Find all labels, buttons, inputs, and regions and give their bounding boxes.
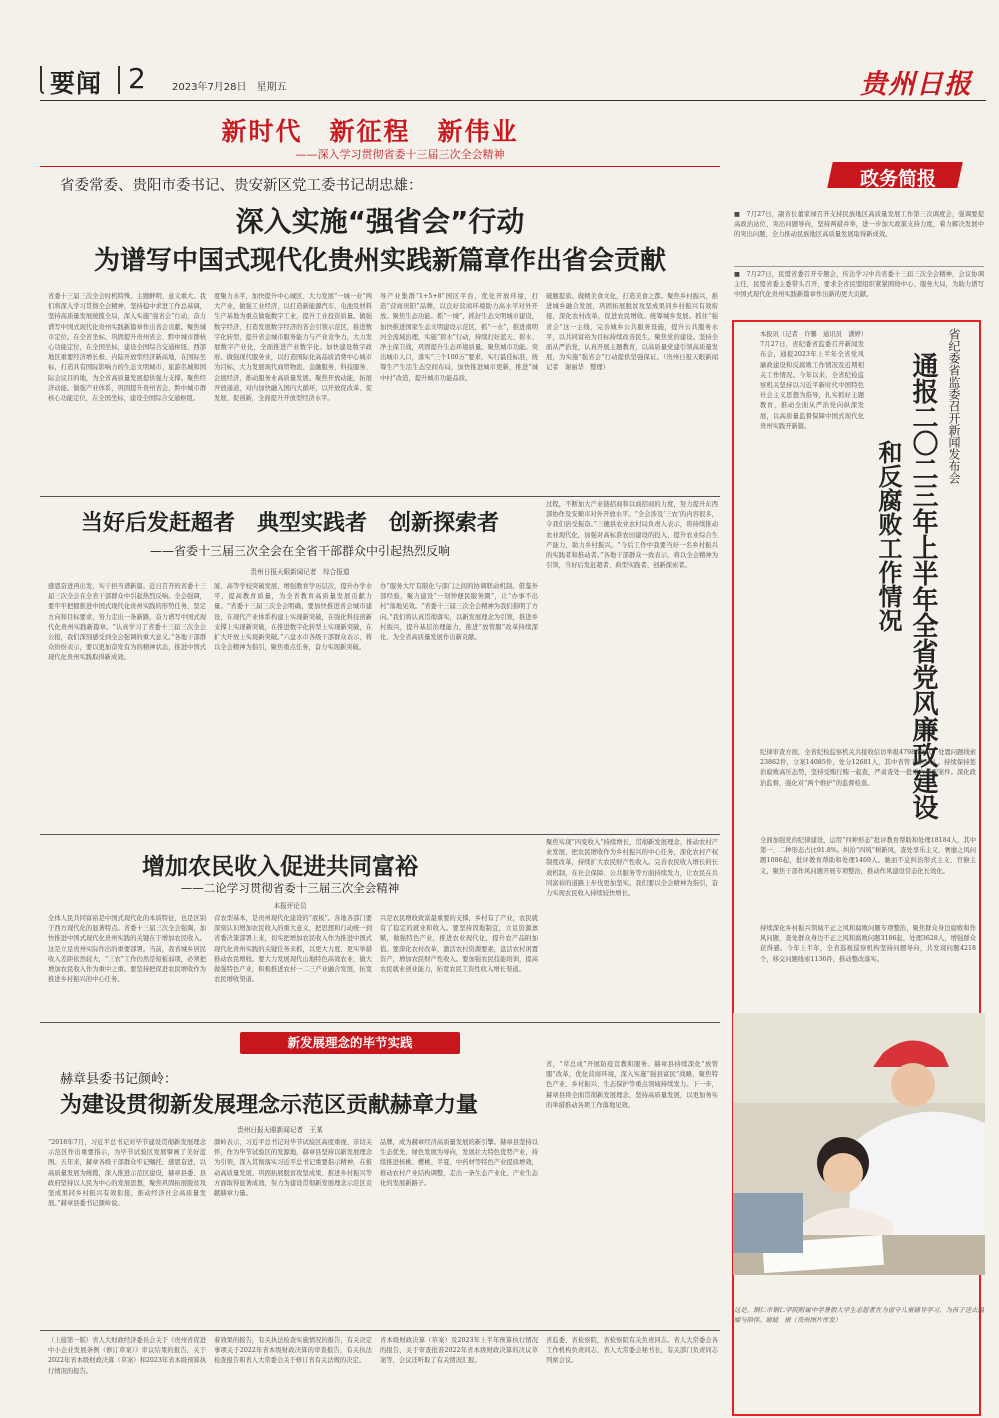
banner-subtitle: ——深入学习贯彻省委十三届三次全会精神 [295,148,505,161]
practice-col3: 品牌，成为赫章经济高质量发展的新引擎。赫章县坚持以生态优先、绿色发展为导向，发展壮大特色优势产业，持续推进核桃、樱桃、半夏、中药材等特色产业提质增效，推动农村产业结构调整，走出一条生态产业化、产业生态化的发展新路子。 [380,1139,538,1187]
article3-bottom-rule [40,1022,720,1023]
photo-caption: 这是，铜仁市铜仁学院附属中学暑假大学生志愿者在为留守儿童辅导学习，为孩子送去温暖与陪伴。谢婧 摄（贵州图片库发） [734,1307,984,1325]
article2-col3: 办”服务大厅有限化与部门之间的协调联动机制。借鉴外部经验，聚力建设“一刻钟便民服务圈”，让“办事不出村”落地见效。“省委十三届三次全会精神为我们指明了方向。”我们将认真贯彻落实，以新发展理念为引领，推进乡村振兴，提升基层治理能力，推进“放管服”改革持续深化，为全省高质量发展作出新贡献。 [380,583,538,642]
photo-illustration [733,1013,985,1275]
brief-item-1: ■ 7月27日，副省长董家禄召开支持民族地区高质量发展工作第三次调度会，强调要提高政治站位、突出问题导向，坚持两措并举，进一步加大政策支持力度，着力解决发展中的突出问题，全力推动民族地区高质量发展取得新成效。 [734,211,984,239]
brief-title: 政务简报 [859,168,936,190]
article1-title-line1: 深入实施“强省会”行动 [235,205,525,238]
report-body-2: 全面加强党的纪律建设，运用“四种形态”批评教育帮助和处理18184人，其中第一、二种形态占比91.8%。纠治“四风”树新风，查处享乐主义、奢靡之风问题1086起，批评教育帮助和处理1469人。驰而不息纠治形式主义、官僚主义，聚焦干部作风问题开展专项整治，推动作风建设常态化长效化。 [760,837,976,875]
banner-title: 新时代 新征程 新伟业 [221,117,519,146]
article2-title: 当好后发赶超者 典型实践者 创新探索者 [80,511,499,536]
paper-logo: 贵州日报 [860,69,972,100]
article3-byline: 本报评论员 [273,902,307,910]
practice-section-label: 新发展理念的毕节实践 [240,1032,460,1054]
report-title-2: 和反腐败工作情况 [874,440,902,632]
report-body-1: 纪律审查方面，全省纪检监察机关共接收信访举报47986件次，处置问题线索23862件，立案14085件，处分12681人，其中省管干部53人。持续保持惩治腐败高压态势，坚持受贿行贿一起查，严肃查处一批重大典型案件。深化政治监督，强化对“两个维护”的监督检查。 [760,749,976,787]
news-photo [733,1013,985,1275]
article2-col1: 感恩奋进再出发，实干担当谱新篇。近日召开的省委十三届三次全会在全省干部群众中引起热烈反响。全会强调，要牢牢把握推进中国式现代化贵州实践的形势任务，坚定方向和目标要求，努力走出一条新路，奋力谱写中国式现代化贵州实践新篇章。“认真学习了省委十三届三次全会公报，我们深刻感受到全会强调的重大意义。”各地干部群众纷纷表示，要以更加奋发有为的精神状态，推进中国式现代化贵州实践取得新成效。 [48,583,206,662]
article1-col4: 破题提质。做精美食文化，打造美食之都。聚焦乡村振兴，推进城乡融合发展，巩固拓展脱贫攻坚成果同乡村振兴有效衔接，深化农村改革，促进农民增收。统筹城乡发展。抓住“强省会”这一主线，完善城乡公共服务设施，提升公共服务水平，以共同富裕为目标持续改善民生。聚焦党的建设。坚持全面从严治党，认真开展主题教育，以高质量党建引领高质量发展，为实施“强省会”行动提供坚强保证。（贵州日报天眼新闻记者 谢丽华 整理） [546,293,718,372]
report-body-3: 持续深化乡村振兴领域不正之风和腐败问题专项整治，聚焦群众身边腐败和作风问题，查处群众身边不正之风和腐败问题3186起，处理3628人，增强群众获得感。今年上半年，全省巡视巡察机构坚持问题导向，共发现问题4218个，移交问题线索1136件，推动整改落实。 [760,925,976,963]
article1-col1: 省委十三届三次全会时机特殊、主题鲜明、意义重大。我们将深入学习贯彻全会精神，坚持稳中求进工作总基调，坚持高质量发展统揽全局，深入实施“强省会”行动，奋力谱写中国式现代化贵州实践新篇章作出省会贡献。聚焦城市定位。在全省坐标、巩固提升贵州省会、黔中城市群核心功能定位，在全国坐标，建设全国综合交通枢纽、西部地区重要经济增长极、内陆开放型经济新高地，在国际坐标，打造具有国际影响力的生态文明城市、旅游名城和国际会议目的地，为全省高质量发展提供强力支撑。聚焦经济动能。做强产业体系，巩固提升贵州省会、黔中城市群核心功能定位，在全国坐标，建设全国综合交通枢纽。 [48,293,206,403]
report-kicker: 省纪委省监委召开新闻发布会 [947,328,961,484]
brief-divider [734,266,984,267]
masthead-rule [40,100,986,101]
article2-col2: 厦、高等学校突破发展、增强教育学历层次，提升办学水平，提高教育质量，为全省教育高质量发展贡献力量。“省委十三届三次全会明确，要加快推进省会城市建设，在现代产业体系构建上实现新突破，在强化科技创新支撑上实现新突破，在推进数字化转型上实现新突破，在扩大开放上实现新突破。”六盘水市各级干部群众表示，将以全会精神为指引，聚焦重点任务，奋力实现新突破。 [214,583,372,652]
article1-col2: 度聚力水平，加快提升中心城区、大力发展“一城一业”两大产业，做强工业经济，以打造新能源汽车、电池及材料生产基地为重点做强数字工业，提升工业投资质量。做强数字经济，打造发展数字经济的省会引领示范区，推进数字化转型，提升省会城市服务能力与产业竞争力，大力发展数字产业化，全面推进产业数字化。加快建设数字政府。做强现代服务业，以打造国际化高品质消费中心城市为目标，大力发展现代商贸物流、金融服务、科技服务、会展经济，推动服务业高质量发展。聚焦开放动能，拓展开放通道，对内加快融入国内大循环，以开放促改革、促发展、促创新，全面提升开放型经济水平。 [214,293,372,403]
section-name: 要闻 [50,69,103,98]
article1-overline: 省委常委、贵阳市委书记、贵安新区党工委书记胡忠雄： [60,178,423,194]
banner-rule [40,166,720,167]
article3-title: 增加农民收入促进共同富裕 [142,854,418,880]
section-bracket [40,66,44,94]
article1-bottom-rule [40,496,720,497]
practice-title: 为建设贯彻新发展理念示范区贡献赫章力量 [60,1093,479,1118]
article3-col2: 营农型基本，是贵州现代化建设的“底板”。各地各部门要深刻认识增加农民收入的重大意义，把思想和行动统一到省委决策部署上来，切实把增加农民收入作为推进中国式现代化贵州实践的关键任务来抓，以更大力度、更实举措推动农民增收。要大力发展现代山地特色高效农业，做大做强特色产业，积极推进农村一二三产业融合发展，拓宽农民增收渠道。 [214,915,372,984]
article3-subtitle: ——二论学习贯彻省委十三届三次全会精神 [180,881,400,895]
bottom-brief-col4: 省监委、省检察院，省检察院有关负责同志。省人大常委会各工作机构负责同志，省人大常委会秘书长，有关部门负责同志列席会议。 [546,1337,718,1365]
bottom-brief-col1: （上接第一版）省人大财政经济委员会关于《贵州省促进中小企业发展条例（修订草案）》审议结果的报告，关于2022年省本级财政决算（草案）和2023年省本级预算执行情况的报告。 [48,1337,206,1375]
article2-subtitle: ——省委十三届三次全会在全省干部群众中引起热烈反响 [149,544,450,558]
section-divider [118,66,120,94]
article2-byline: 贵州日报天眼新闻记者 综合报道 [250,568,350,576]
practice-overline: 赫章县委书记颜岭： [60,1072,178,1087]
article2-bottom-rule [40,834,720,835]
issue-date: 2023年7月28日 星期五 [172,82,287,93]
bottom-brief-col2: 着效果的报告，有关执法检查实施情况的报告，有关决定事项关于2022年省本级财政决算的审查报告，有关执法检查报告和省人大常委会关于修订省有关法规的决定。 [214,1337,372,1365]
brief-item-2: ■ 7月27日，民盟省委召开专题会，传达学习中共省委十三届三次全会精神，会议协调主任，民盟省委主委带头召开，要求全省民盟组织紧紧围绕中心、服务大局，为助力谱写中国式现代化贵州实践新篇章作出新的更大贡献。 [734,271,984,299]
report-lead: 本报讯（记者 许馨 通讯员 潘婷）7月27日，省纪委省监委召开新闻发布会，通报2023年上半年全省党风廉政建设和反腐败工作情况及近期相关工作情况。今年以来，全省纪检监察机关坚持以习近平新时代中国特色社会主义思想为指导，扎实抓好主题教育，推动全面从严治党向纵深发展，以高质量监督保障中国式现代化贵州实践开新篇。 [760,331,864,430]
practice-byline: 贵州日报天眼新闻记者 王某 [237,1126,323,1134]
article3-col4: 聚焦实现“四变收入”持续增长，贯彻新发展理念，推动农村产业发展，把农民增收作为乡村振兴的中心任务，深化农村产权制度改革，持续扩大农民财产性收入。完善农民收入增长的长效机制，在社会保障、公共服务等方面持续发力，让农民在共同富裕的道路上步伐更加坚实。我们要以全会精神为指引，奋力实现农民收入持续较快增长。 [546,839,718,898]
article1-col3: 导产业集群“1+5+8”园区平台，优化开放环境，打造“营商贵阳”品牌，以良好营商环境助力高水平对外开放。聚焦生态功能。抓“一城”，抓好生态文明城市建设，加快推进国家生态文明建设示范区，抓“一水”，推进南明河全流域治理，实施“碧水”行动，持续打好蓝天、碧水、净土保卫战，巩固提升生态环境质量。聚焦城市功能。突出城市人口，落实“三个100万”要求，实行最佳标准，统筹生产生活生态空间布局，加快推进城市更新，推进“城中村”改造，提升城市功能品质。 [380,293,538,382]
article3-col1: 全体人民共同富裕是中国式现代化的本质特征，也是区别于西方现代化的显著特点。省委十三届三次全会强调，加快推进中国式现代化贵州实践的关键在于增加农民收入。这是立足贵州实际作出的重要部署。当前，我省城乡居民收入差距依然较大，“三农”工作仍然是短板弱项，必须把增加农民收入作为重中之重。要坚持把促进农民增收作为推进乡村振兴的中心任务。 [48,915,206,984]
report-title-1: 通报二〇二三年上半年全省党风廉政建设 [908,352,938,820]
article3-col3: 兴是农民增收致富最重要的支撑，乡村有了产业，农民就有了稳定的就业和收入。要坚持因地制宜，立足资源禀赋，做强特色产业，推进农业现代化，提升农产品附加值。要深化农村改革，激活农村资源要素，盘活农村闲置资产，增加农民财产性收入。要加强农民技能培训，提高农民就业创业能力，拓宽农民工资性收入增长渠道。 [380,915,538,974]
practice-col2: 颜岭表示，习近平总书记对毕节试验区高度重视、亲切关怀，作为毕节试验区的发源地，赫章县坚持以新发展理念为引领，深入贯彻落实习近平总书记重要指示精神，在推动高质量发展、巩固拓展脱贫攻坚成果、推进乡村振兴等方面取得显著成效，努力为建设贯彻新发展理念示范区贡献赫章力量。 [214,1139,372,1198]
bottom-brief-col3: 省本级财政决算（草案）及2023年上半年预算执行情况的报告，关于审查批准2022年省本级财政决算的决议草案等，会议还听取了有关情况汇报。 [380,1337,538,1365]
practice-col4: 省，“草总成”开展防疫宣教和服务。赫章县持续深化“放管服”改革，优化营商环境，深入实施“强县富民”战略，聚焦特色产业、乡村振兴、生态保护等重点领域持续发力。下一步，赫章县将全面贯彻新发展理念，坚持高质量发展，以更加务实的举措推动各项工作落地见效。 [546,1061,718,1109]
practice-col1: “2018年7月，习近平总书记对毕节建设贯彻新发展理念示范区作出重要指示，为毕节试验区发展擘画了美好蓝图。五年来，赫章各级干部群众牢记嘱托、感恩奋进，以高质量发展为统揽，深入推进示范区建设，赫章县委、县政府坚持以人民为中心的发展思想，聚焦巩固拓展脱贫攻坚成果同乡村振兴有效衔接，推动经济社会高质量发展。”赫章县委书记颜岭说。 [48,1139,206,1208]
article1-title-line2: 为谱写中国式现代化贵州实践新篇章作出省会贡献 [93,246,666,276]
page-number: 2 [128,62,146,95]
practice-bottom-rule [40,1330,720,1331]
article2-col4: 过程，不断加大产业链招商和以商招商的力度，努力提升东西部协作及安顺市对外开放水平。“全会涉及‘三农’的内容很多，令我们倍受振奋。”三穗县农业农村局负责人表示，将持续推动农业现代化，加强对高标准农田建设的投入，提升农业综合生产能力，助力乡村振兴。“今后工作中我要当好一名乡村振兴的实践者和推动者。”各地干部群众一致表示，将以全会精神为引领，当好后发赶超者、典型实践者、创新探索者。 [546,501,718,570]
